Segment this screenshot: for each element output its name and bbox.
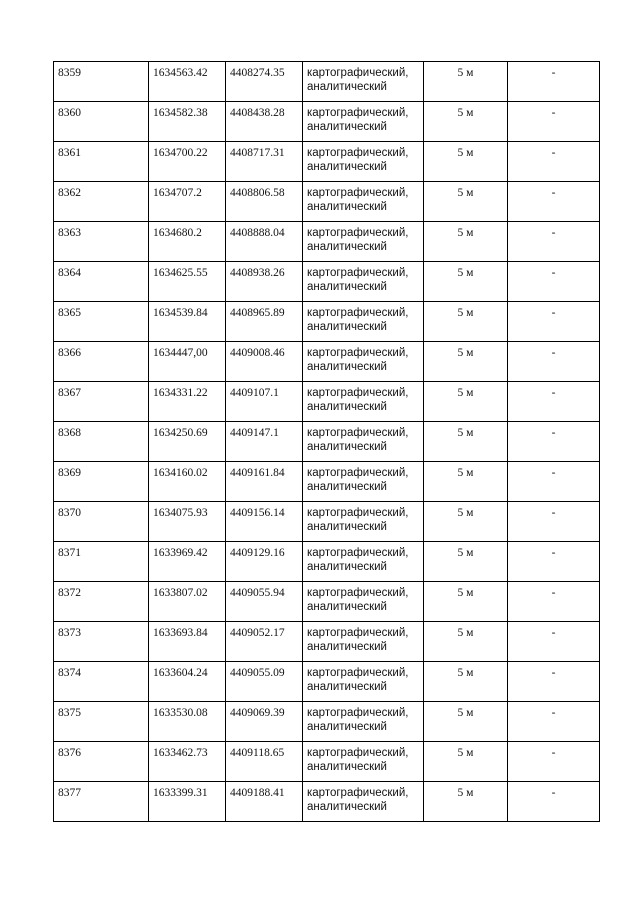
x-coordinate-cell: 1633807.02 [149,582,226,622]
accuracy-cell: 5 м [424,262,508,302]
method-line-2: аналитический [307,201,387,213]
extra-cell: - [508,62,600,102]
x-coordinate-cell: 1633693.84 [149,622,226,662]
extra-cell: - [508,622,600,662]
method-cell [303,622,424,662]
accuracy-cell: 5 м [424,182,508,222]
method-cell [303,542,424,582]
accuracy-cell: 5 м [424,622,508,662]
point-number-cell: 8369 [54,462,149,502]
method-line-1: картографический, [307,627,409,639]
method-line-1: картографический, [307,547,409,559]
method-line-2: аналитический [307,481,387,493]
accuracy-cell: 5 м [424,342,508,382]
extra-cell: - [508,462,600,502]
method-line-1: картографический, [307,667,409,679]
point-number-cell: 8363 [54,222,149,262]
table-row [54,102,600,142]
x-coordinate-cell: 1633399.31 [149,782,226,822]
extra-cell: - [508,422,600,462]
x-coordinate-cell: 1634447,00 [149,342,226,382]
method-line-1: картографический, [307,267,409,279]
x-coordinate-cell: 1634563.42 [149,62,226,102]
method-line-1: картографический, [307,147,409,159]
point-number-cell: 8366 [54,342,149,382]
y-coordinate-cell: 4409147.1 [226,422,303,462]
extra-cell: - [508,222,600,262]
table-row [54,502,600,542]
x-coordinate-cell: 1634250.69 [149,422,226,462]
y-coordinate-cell: 4408938.26 [226,262,303,302]
extra-cell: - [508,702,600,742]
x-coordinate-cell: 1634160.02 [149,462,226,502]
method-cell [303,302,424,342]
accuracy-cell: 5 м [424,382,508,422]
method-line-1: картографический, [307,747,409,759]
table-row [54,622,600,662]
method-line-2: аналитический [307,761,387,773]
y-coordinate-cell: 4409161.84 [226,462,303,502]
point-number-cell: 8373 [54,622,149,662]
method-line-1: картографический, [307,587,409,599]
point-number-cell: 8367 [54,382,149,422]
table-row [54,262,600,302]
extra-cell: - [508,502,600,542]
point-number-cell: 8372 [54,582,149,622]
method-cell [303,742,424,782]
point-number-cell: 8365 [54,302,149,342]
point-number-cell: 8375 [54,702,149,742]
extra-cell: - [508,542,600,582]
accuracy-cell: 5 м [424,502,508,542]
table-row [54,702,600,742]
table-row [54,422,600,462]
extra-cell: - [508,382,600,422]
method-cell [303,662,424,702]
accuracy-cell: 5 м [424,742,508,782]
point-number-cell: 8377 [54,782,149,822]
extra-cell: - [508,782,600,822]
table-row [54,182,600,222]
accuracy-cell: 5 м [424,222,508,262]
method-line-2: аналитический [307,281,387,293]
method-line-1: картографический, [307,427,409,439]
method-line-1: картографический, [307,347,409,359]
y-coordinate-cell: 4408438.28 [226,102,303,142]
table-row [54,462,600,502]
method-line-2: аналитический [307,721,387,733]
method-cell [303,422,424,462]
method-line-2: аналитический [307,321,387,333]
method-line-2: аналитический [307,681,387,693]
y-coordinate-cell: 4408717.31 [226,142,303,182]
y-coordinate-cell: 4409118.65 [226,742,303,782]
accuracy-cell: 5 м [424,782,508,822]
point-number-cell: 8376 [54,742,149,782]
accuracy-cell: 5 м [424,302,508,342]
method-line-1: картографический, [307,227,409,239]
y-coordinate-cell: 4408806.58 [226,182,303,222]
y-coordinate-cell: 4409107.1 [226,382,303,422]
method-line-2: аналитический [307,241,387,253]
point-number-cell: 8370 [54,502,149,542]
method-line-2: аналитический [307,561,387,573]
point-number-cell: 8368 [54,422,149,462]
table-row [54,582,600,622]
table-row [54,662,600,702]
method-line-1: картографический, [307,467,409,479]
point-number-cell: 8361 [54,142,149,182]
extra-cell: - [508,742,600,782]
x-coordinate-cell: 1634625.55 [149,262,226,302]
method-line-1: картографический, [307,787,409,799]
method-line-1: картографический, [307,107,409,119]
method-line-2: аналитический [307,361,387,373]
extra-cell: - [508,582,600,622]
method-cell [303,502,424,542]
accuracy-cell: 5 м [424,582,508,622]
y-coordinate-cell: 4409055.94 [226,582,303,622]
x-coordinate-cell: 1633462.73 [149,742,226,782]
method-line-2: аналитический [307,441,387,453]
extra-cell: - [508,302,600,342]
method-line-2: аналитический [307,81,387,93]
y-coordinate-cell: 4408274.35 [226,62,303,102]
extra-cell: - [508,342,600,382]
extra-cell: - [508,662,600,702]
method-line-1: картографический, [307,387,409,399]
y-coordinate-cell: 4408965.89 [226,302,303,342]
table-row [54,742,600,782]
x-coordinate-cell: 1634075.93 [149,502,226,542]
extra-cell: - [508,142,600,182]
method-line-1: картографический, [307,707,409,719]
method-cell [303,462,424,502]
method-cell [303,702,424,742]
y-coordinate-cell: 4408888.04 [226,222,303,262]
x-coordinate-cell: 1633530.08 [149,702,226,742]
method-cell [303,342,424,382]
method-cell [303,62,424,102]
extra-cell: - [508,262,600,302]
method-line-2: аналитический [307,601,387,613]
table-row [54,342,600,382]
method-line-1: картографический, [307,187,409,199]
accuracy-cell: 5 м [424,422,508,462]
method-line-1: картографический, [307,67,409,79]
y-coordinate-cell: 4409156.14 [226,502,303,542]
y-coordinate-cell: 4409188.41 [226,782,303,822]
coordinates-table-body [54,62,600,822]
x-coordinate-cell: 1634707.2 [149,182,226,222]
x-coordinate-cell: 1634331.22 [149,382,226,422]
table-row [54,142,600,182]
method-cell [303,582,424,622]
accuracy-cell: 5 м [424,542,508,582]
x-coordinate-cell: 1634582.38 [149,102,226,142]
x-coordinate-cell: 1634680.2 [149,222,226,262]
method-cell [303,142,424,182]
method-line-2: аналитический [307,121,387,133]
method-line-1: картографический, [307,507,409,519]
y-coordinate-cell: 4409008.46 [226,342,303,382]
y-coordinate-cell: 4409055.09 [226,662,303,702]
method-line-2: аналитический [307,161,387,173]
accuracy-cell: 5 м [424,62,508,102]
method-cell [303,182,424,222]
x-coordinate-cell: 1633969.42 [149,542,226,582]
table-row [54,222,600,262]
extra-cell: - [508,102,600,142]
table-row [54,382,600,422]
method-line-2: аналитический [307,521,387,533]
accuracy-cell: 5 м [424,702,508,742]
accuracy-cell: 5 м [424,462,508,502]
point-number-cell: 8362 [54,182,149,222]
y-coordinate-cell: 4409069.39 [226,702,303,742]
table-row [54,542,600,582]
point-number-cell: 8364 [54,262,149,302]
y-coordinate-cell: 4409052.17 [226,622,303,662]
method-line-2: аналитический [307,641,387,653]
accuracy-cell: 5 м [424,102,508,142]
method-cell [303,222,424,262]
method-line-2: аналитический [307,401,387,413]
accuracy-cell: 5 м [424,662,508,702]
table-row [54,302,600,342]
method-cell [303,102,424,142]
x-coordinate-cell: 1633604.24 [149,662,226,702]
method-cell [303,782,424,822]
table-row [54,62,600,102]
method-cell [303,262,424,302]
point-number-cell: 8371 [54,542,149,582]
point-number-cell: 8374 [54,662,149,702]
y-coordinate-cell: 4409129.16 [226,542,303,582]
method-cell [303,382,424,422]
x-coordinate-cell: 1634700.22 [149,142,226,182]
extra-cell: - [508,182,600,222]
coordinates-table [53,61,600,822]
point-number-cell: 8359 [54,62,149,102]
method-line-1: картографический, [307,307,409,319]
x-coordinate-cell: 1634539.84 [149,302,226,342]
point-number-cell: 8360 [54,102,149,142]
method-line-2: аналитический [307,801,387,813]
table-row [54,782,600,822]
accuracy-cell: 5 м [424,142,508,182]
